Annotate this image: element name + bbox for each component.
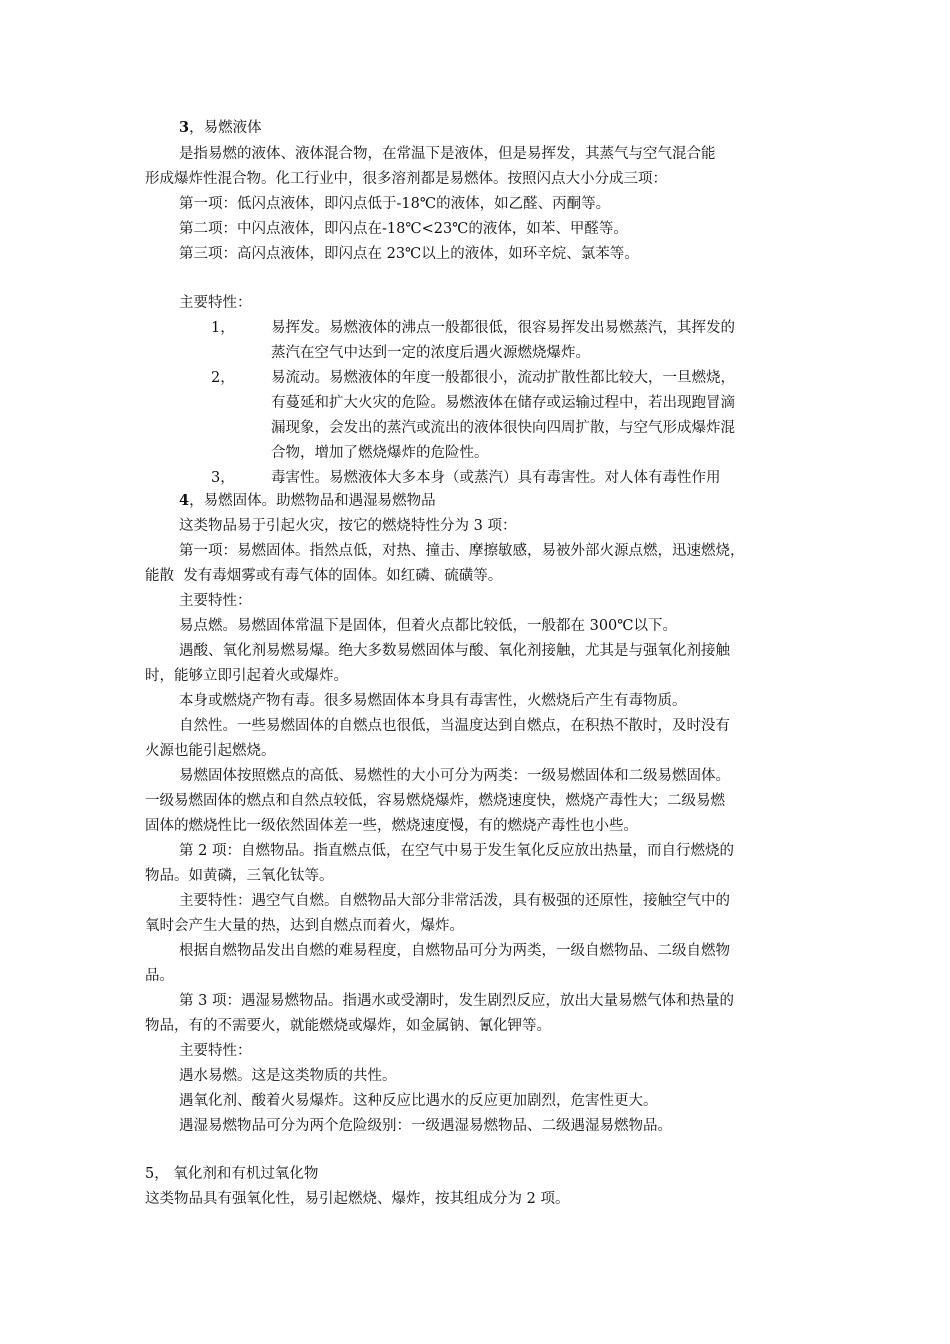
paragraph-line: 能散 发有毒烟雾或有毒气体的固体。如红磷、硫磺等。 [145,568,503,584]
list-number: 3， [211,470,235,486]
paragraph-line: 根据自燃物品发出自燃的难易程度，自燃物品可分为两类，一级自燃物品、二级自燃物 [179,943,730,959]
paragraph-line: 品。 [145,968,174,984]
paragraph-line: 第 3 项：遇湿易燃物品。指遇水或受潮时，发生剧烈反应，放出大量易燃气体和热量的 [179,993,734,1009]
paragraph-line: 主要特性： [179,593,252,609]
paragraph-line: 第 2 项：自燃物品。指直燃点低，在空气中易于发生氧化反应放出热量，而自行燃烧的 [179,843,734,859]
list-item-line: 易挥发。易燃液体的沸点一般都很低，很容易挥发出易燃蒸汽，其挥发的 [271,320,735,336]
section-4-number: 4 [179,492,190,509]
paragraph-line: 这类物品易于引起火灾，按它的燃烧特性分为 3 项： [179,518,517,534]
list-item-line: 漏现象，会发出的蒸汽或流出的液体很快向四周扩散，与空气形成爆炸混 [271,420,735,436]
class-item-3: 第三项：高闪点液体，即闪点在 23℃以上的液体，如环辛烷、氯苯等。 [179,246,639,262]
paragraph-line: 遇酸、氧化剂易燃易爆。绝大多数易燃固体与酸、氧化剂接触，尤其是与强氧化剂接触 [179,643,730,659]
class-item-2: 第二项：中闪点液体，即闪点在-18℃<23℃的液体，如苯、甲醛等。 [179,221,628,237]
section-4-title: ，易燃固体。助燃物品和遇湿易燃物品 [189,493,436,509]
section-3-title: ，易燃液体 [189,120,262,136]
paragraph-line: 这类物品具有强氧化性，易引起燃烧、爆炸，按其组成分为 2 项。 [145,1191,570,1207]
section-3-heading [179,117,262,139]
paragraph-line: 时，能够立即引起着火或爆炸。 [145,668,348,684]
section-5-heading: 5， 氧化剂和有机过氧化物 [145,1166,319,1182]
paragraph-line: 是指易燃的液体、液体混合物，在常温下是液体，但是易挥发，其蒸气与空气混合能 [179,146,716,162]
list-number: 1， [211,320,235,336]
paragraph-line: 主要特性：遇空气自燃。自燃物品大部分非常活泼，具有极强的还原性，接触空气中的 [179,893,730,909]
paragraph-line: 本身或燃烧产物有毒。很多易燃固体本身具有毒害性，火燃烧后产生有毒物质。 [179,693,687,709]
section-3-number: 3 [179,119,190,136]
list-item-line: 易流动。易燃液体的年度一般都很小，流动扩散性都比较大，一旦燃烧， [271,370,735,386]
paragraph-line: 遇湿易燃物品可分为两个危险级别：一级遇湿易燃物品、二级遇湿易燃物品。 [179,1118,672,1134]
paragraph-line: 自然性。一些易燃固体的自燃点也很低，当温度达到自燃点，在积热不散时，及时没有 [179,718,730,734]
paragraph-line: 遇氧化剂、酸着火易爆炸。这种反应比遇水的反应更加剧烈，危害性更大。 [179,1093,658,1109]
paragraph-line: 形成爆炸性混合物。化工行业中，很多溶剂都是易燃体。按照闪点大小分成三项： [145,171,667,187]
properties-title: 主要特性： [179,295,252,311]
paragraph-line: 易燃固体按照燃点的高低、易燃性的大小可分为两类：一级易燃固体和二级易燃固体。 [179,768,730,784]
list-item-line: 有蔓延和扩大火灾的危险。易燃液体在储存或运输过程中，若出现跑冒滴 [271,395,735,411]
paragraph-line: 固体的燃烧性比一级依然固体差一些，燃烧速度慢，有的燃烧产毒性也小些。 [145,818,638,834]
list-item-line: 合物，增加了燃烧爆炸的危险性。 [271,445,489,461]
paragraph-line: 氧时会产生大量的热，达到自燃点而着火，爆炸。 [145,918,464,934]
paragraph-line: 易点燃。易燃固体常温下是固体，但着火点都比较低，一般都在 300℃以下。 [179,618,678,634]
paragraph-line: 遇水易燃。这是这类物质的共性。 [179,1068,397,1084]
list-item-line: 毒害性。易燃液体大多本身（或蒸汽）具有毒害性。对人体有毒性作用 [271,470,721,486]
paragraph-line: 主要特性： [179,1043,252,1059]
paragraph-line: 一级易燃固体的燃点和自然点较低，容易燃烧爆炸，燃烧速度快，燃烧产毒性大；二级易燃 [145,793,725,809]
paragraph-line: 第一项：易燃固体。指然点低，对热、撞击、摩擦敏感，易被外部火源点燃，迅速燃烧， [179,543,745,559]
list-number: 2， [211,370,235,386]
section-4-heading [179,490,436,512]
paragraph-line: 火源也能引起燃烧。 [145,743,276,759]
paragraph-line: 物品。如黄磷，三氧化钛等。 [145,868,334,884]
class-item-1: 第一项：低闪点液体，即闪点低于-18℃的液体，如乙醛、丙酮等。 [179,196,611,212]
paragraph-line: 物品，有的不需要火，就能燃烧或爆炸，如金属钠、氰化钾等。 [145,1018,551,1034]
list-item-line: 蒸汽在空气中达到一定的浓度后遇火源燃烧爆炸。 [271,345,590,361]
